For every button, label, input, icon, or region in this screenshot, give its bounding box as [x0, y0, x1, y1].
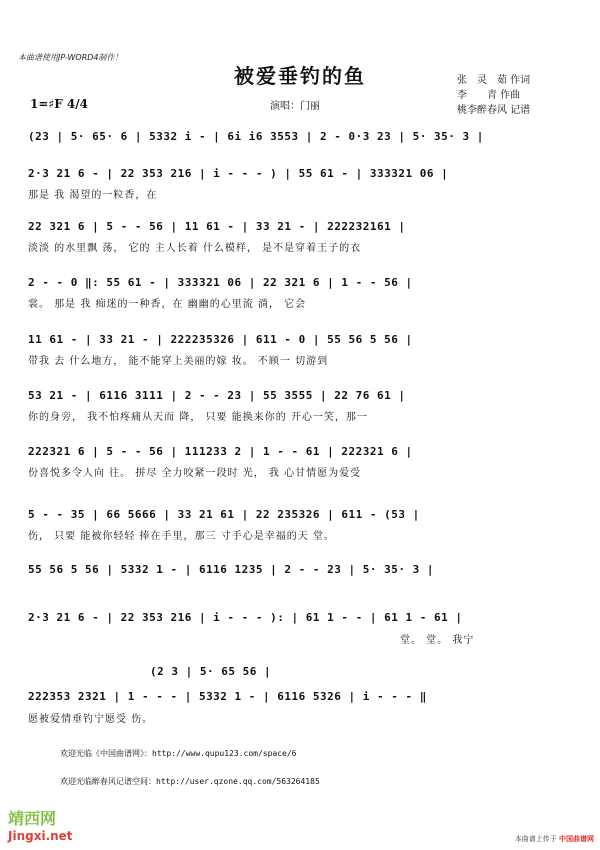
score-row-notes: 22 321 6 | 5 - - 56 | 11 61 - | 33 21 - | 222232161 | — [28, 220, 406, 233]
footer-link-qzone[interactable]: 欢迎光临醉春风记谱空间：http://user.qzone.qq.com/563264185 — [60, 777, 320, 786]
score-row-notes: 11 61 - | 33 21 - | 222235326 | 611 - 0 | 55 56 5 56 | — [28, 333, 413, 346]
lyricist-credit: 张 灵 茹 作词 — [457, 75, 531, 86]
score-row-lyrics: 那是 我 渴望的一粒香，在 — [28, 190, 158, 201]
score-row-lyrics: 裳。 那是 我 痴迷的一种香，在 幽幽的心里流 淌， 它会 — [28, 299, 307, 310]
score-row-lyrics: 带我 去 什么地方， 能不能穿上美丽的嫁 妆。 不顾一 切游到 — [28, 356, 329, 367]
software-note: 本曲谱使用JP-WORD4制作！ — [18, 53, 123, 62]
score-row-notes: 2·3 21 6 - | 22 353 216 | i - - - ): | 61 1 - - | 61 1 - 61 | — [28, 611, 463, 624]
score-row-notes: 2 - - 0 ‖: 55 61 - | 333321 06 | 22 321 6 | 1 - - 56 | — [28, 276, 413, 289]
watermark-cn: 靖西网 — [8, 809, 57, 828]
key-signature: 1=♯F 4/4 — [30, 97, 88, 111]
transcriber-credit: 桃李醉春风 记谱 — [457, 105, 531, 116]
score-row-notes: 2·3 21 6 - | 22 353 216 | i - - - ) | 55 61 - | 333321 06 | — [28, 167, 449, 180]
score-row-lyrics: 愿被爱情垂钓宁愿受 伤。 — [28, 714, 154, 725]
watermark-url: Jingxi.net — [8, 829, 73, 843]
upload-note-prefix: 本曲谱上传于 — [514, 835, 557, 843]
score-row-notes-upper: (2 3 | 5· 65 56 | — [150, 665, 272, 678]
score-row-lyrics: 伤， 只要 能被你轻轻 捧在手里，那三 寸手心是幸福的天 堂。 — [28, 531, 335, 542]
score-row-notes: (23 | 5· 65· 6 | 5332 i - | 6i i6 3553 | 2 - 0·3 23 | 5· 35· 3 | — [28, 130, 484, 143]
score-row-lyrics: 份喜悦多令人向 往。 拼尽 全力咬紧一段时 光， 我 心甘情愿为爱受 — [28, 468, 362, 479]
watermark-logo — [8, 806, 73, 843]
upload-note-site: 中国曲谱网 — [559, 835, 594, 843]
score-row-lyrics: 堂。 堂。 我宁 — [400, 635, 475, 646]
footer-link-qupu[interactable]: 欢迎光临《中国曲谱网》：http://www.qupu123.com/space/6 — [60, 749, 297, 758]
score-row-lyrics: 淡淡 的水里飘 荡， 它的 主人长着 什么模样， 是不是穿着王子的衣 — [28, 243, 362, 254]
score-row-notes: 5 - - 35 | 66 5666 | 33 21 61 | 22 235326 | 611 - (53 | — [28, 508, 420, 521]
score-row-notes: 53 21 - | 6116 3111 | 2 - - 23 | 55 3555 | 22 76 61 | — [28, 389, 406, 402]
singer-credit: 演唱：门丽 — [270, 101, 320, 112]
song-title: 被爱垂钓的鱼 — [234, 64, 366, 88]
score-row-lyrics: 你的身旁， 我不怕疼痛从天而 降， 只要 能换来你的 开心一笑，那一 — [28, 412, 368, 423]
composer-credit: 李 青 作曲 — [457, 90, 521, 101]
score-row-notes: 222353 2321 | 1 - - - | 5332 1 - | 6116 5326 | i - - - ‖ — [28, 690, 427, 703]
score-row-notes: 222321 6 | 5 - - 56 | 111233 2 | 1 - - 61 | 222321 6 | — [28, 445, 413, 458]
score-row-notes: 55 56 5 56 | 5332 1 - | 6116 1235 | 2 - - 23 | 5· 35· 3 | — [28, 563, 434, 576]
upload-note — [515, 834, 594, 844]
